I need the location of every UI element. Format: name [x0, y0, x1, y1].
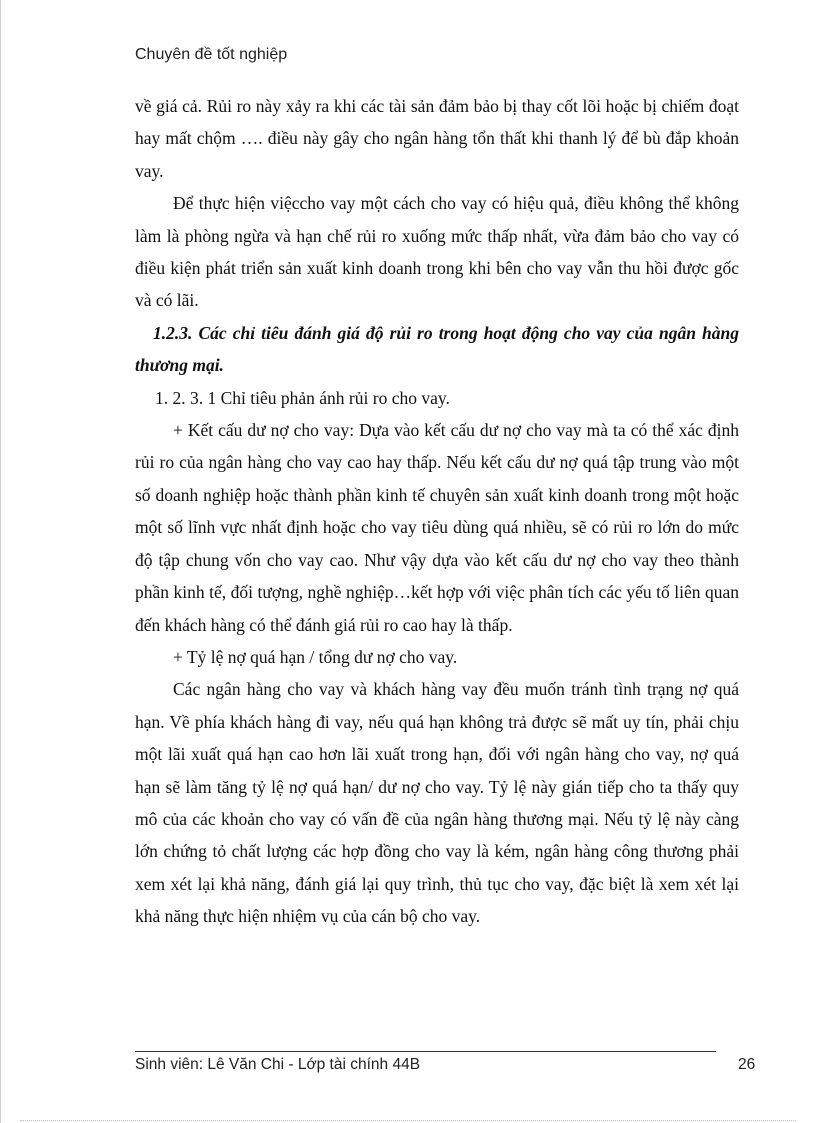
paragraph-risk-prevention: Để thực hiện việccho vay một cách cho vay có hiệu quả, điều không thể không làm là phòng ngừa và hạn chế rủi ro xuống mức thấp nhất, vừa đảm bảo cho vay có điều kiện phát triển sản xuất kinh doanh trong khi bên cho vay vẫn thu hồi được gốc và có lãi.: [135, 193, 739, 311]
footer-divider: [135, 1051, 716, 1052]
paragraph-loan-structure: + Kết cấu dư nợ cho vay: Dựa vào kết cấu dư nợ cho vay mà ta có thể xác định rủi ro của ngân hàng cho vay cao hay thấp. Nếu kết cấu dư nợ quá tập trung vào một số doanh nghiệp hoặc thành phần kinh tế chuyên sản xuất kinh doanh trong một hoặc một số lĩnh vực nhất định hoặc cho vay tiêu dùng quá nhiều, sẽ có rủi ro lớn do mức độ tập chung vốn cho vay cao. Như vậy dựa vào kết cấu dư nợ cho vay theo thành phần kinh tế, đối tượng, nghề nghiệp…kết hợp với việc phân tích các yếu tố liên quan đến khách hàng có thể đánh giá rủi ro cao hay là thấp.: [135, 420, 739, 635]
paragraph-overdue-ratio-title: + Tỷ lệ nợ quá hạn / tổng dư nợ cho vay.: [173, 646, 458, 667]
page-left-edge: [0, 0, 1, 1123]
subsection-heading-1-2-3-1: 1. 2. 3. 1 Chỉ tiêu phản ánh rủi ro cho vay.: [155, 387, 450, 408]
paragraph-collateral-risk: về giá cả. Rủi ro này xảy ra khi các tài sản đảm bảo bị thay cốt lõi hoặc bị chiếm đoạt hay mất chộm …. điều này gây cho ngân hàng tổn thất khi thanh lý để bù đắp khoản vay.: [135, 96, 739, 181]
section-heading-1-2-3: 1.2.3. Các chỉ tiêu đánh giá độ rủi ro trong hoạt động cho vay của ngân hàng thương mại.: [135, 322, 739, 376]
page-number: 26: [738, 1056, 756, 1073]
footer-student-info: Sinh viên: Lê Văn Chi - Lớp tài chính 44B: [135, 1056, 421, 1073]
document-body: [135, 90, 739, 933]
page-bottom-boundary: [20, 1120, 796, 1121]
paragraph-overdue-ratio: Các ngân hàng cho vay và khách hàng vay đều muốn tránh tình trạng nợ quá hạn. Về phía khách hàng đi vay, nếu quá hạn không trả được sẽ mất uy tín, phải chịu một lãi xuất quá hạn cao hơn lãi xuất trong hạn, đối với ngân hàng cho vay, nợ quá hạn sẽ làm tăng tỷ lệ nợ quá hạn/ dư nợ cho vay. Tỷ lệ này gián tiếp cho ta thấy quy mô của các khoản cho vay có vấn đề của ngân hàng thương mại. Nếu tỷ lệ này càng lớn chứng tỏ chất lượng các hợp đồng cho vay là kém, ngân hàng công thương phải xem xét lại khả năng, đánh giá lại quy trình, thủ tục cho vay, đặc biệt là xem xét lại khả năng thực hiện nhiệm vụ của cán bộ cho vay.: [135, 679, 739, 927]
page-header: Chuyên đề tốt nghiệp: [135, 46, 288, 63]
